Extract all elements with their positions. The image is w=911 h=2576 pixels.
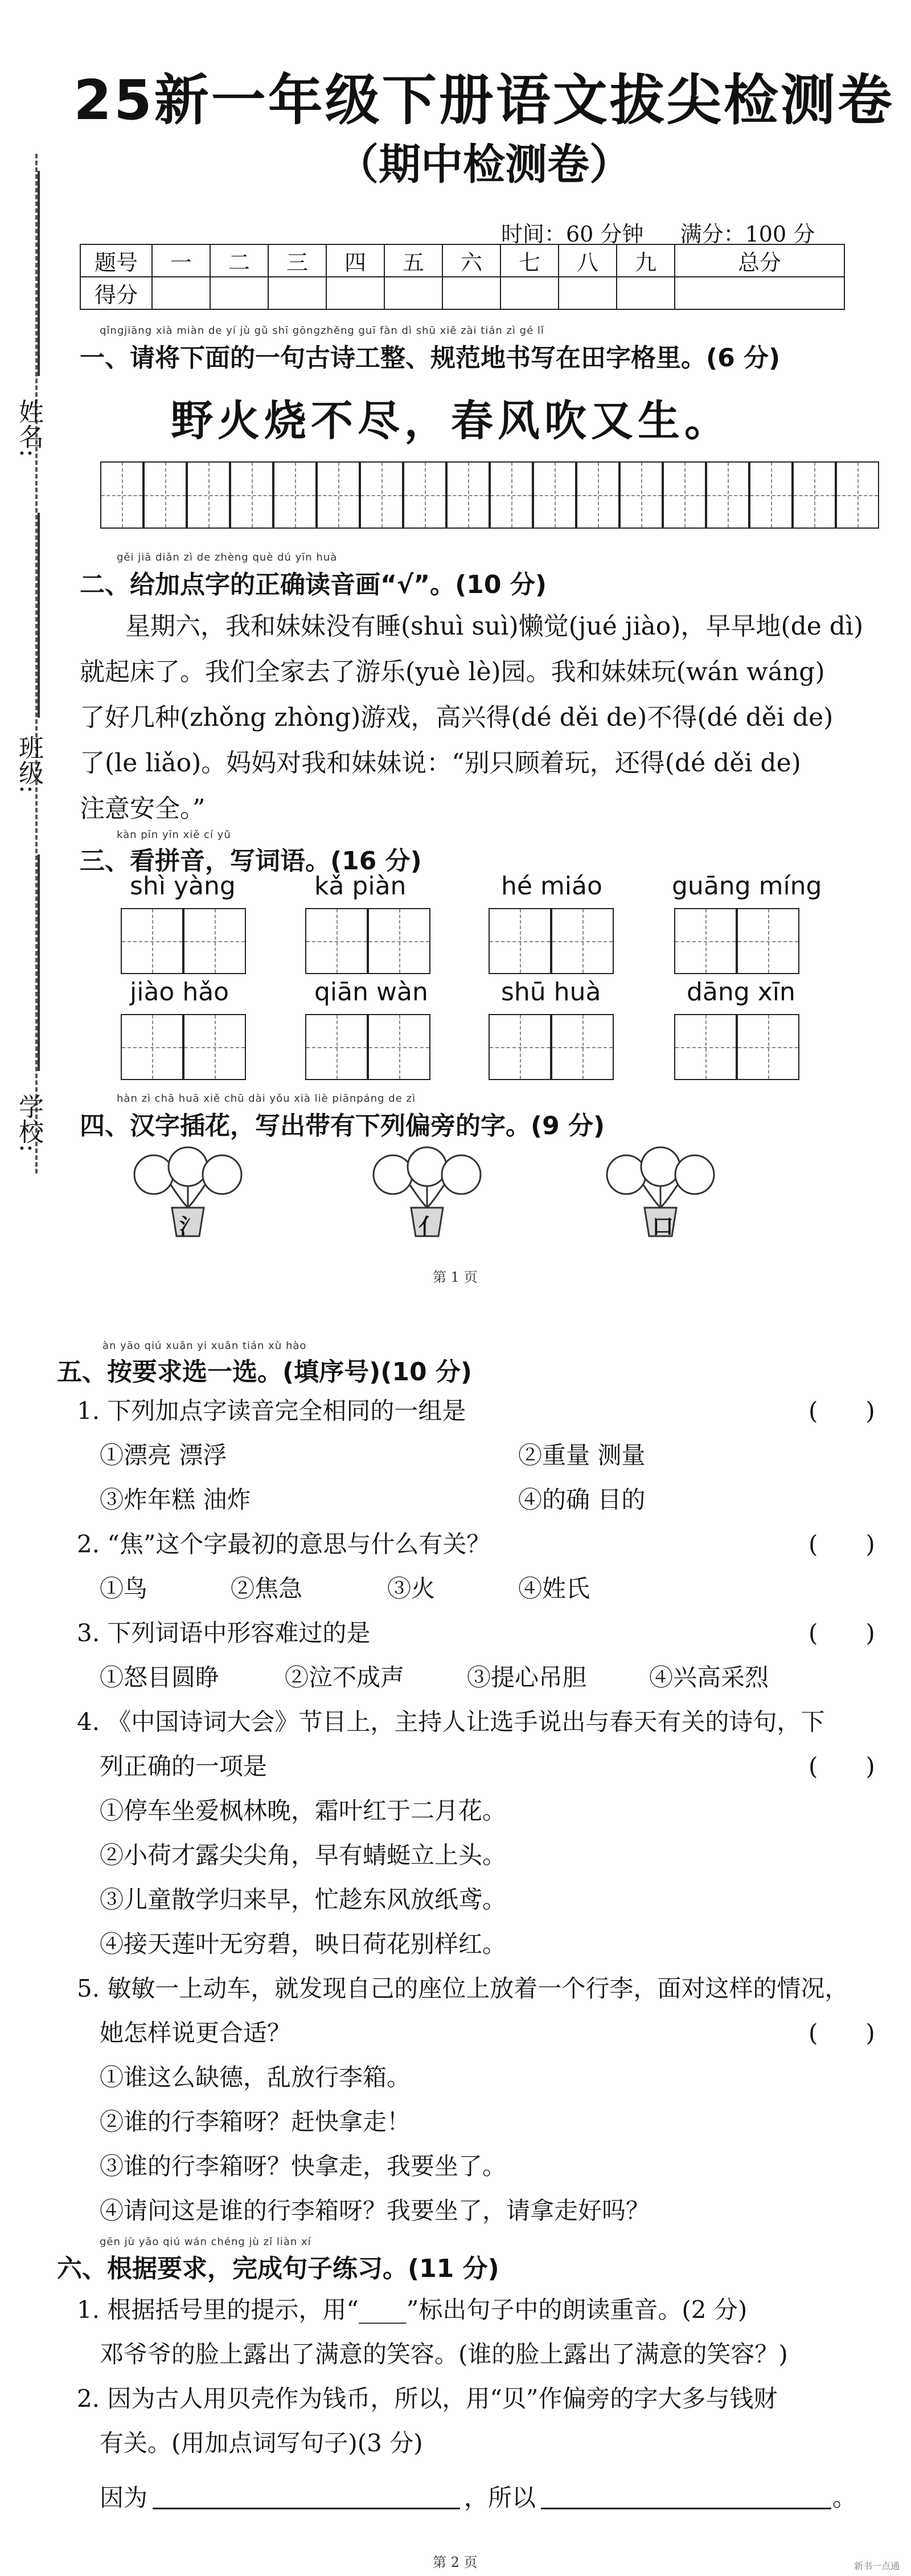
- word-writing-box: [121, 1014, 246, 1080]
- answer-paren[interactable]: ( ): [809, 1619, 875, 1647]
- question-text-cont: 列正确的一项是: [100, 1752, 268, 1780]
- name-label: 姓名:: [14, 399, 43, 457]
- radical-label: 亻: [418, 1213, 441, 1239]
- section4-pinyin: hàn zì chā huā xiě chū dài yǒu xià liè piānpáng de zì: [117, 1093, 416, 1105]
- tianzige-cell[interactable]: [674, 1014, 737, 1080]
- sentence-end: 。: [832, 2484, 857, 2512]
- tianzige-cell[interactable]: [533, 461, 576, 529]
- flower-vase-2: [370, 1145, 484, 1244]
- school-write-line: [38, 854, 40, 1071]
- score-table-score-row: [80, 277, 844, 309]
- tianzige-cell[interactable]: [403, 461, 446, 529]
- question-text-cont: 有关。(用加点词写句子)(3 分): [100, 2429, 423, 2457]
- section2-line: 了好几种(zhǒng zhòng)游戏，高兴得(dé děi de)不得(dé děi de): [80, 703, 834, 732]
- tianzige-cell[interactable]: [551, 908, 614, 974]
- option[interactable]: ④的确 目的: [518, 1486, 646, 1514]
- answer-paren[interactable]: ( ): [809, 1752, 875, 1780]
- so-label: ，所以: [464, 2484, 536, 2512]
- option[interactable]: ④兴高采烈: [649, 1663, 769, 1691]
- tianzige-cell[interactable]: [305, 1014, 368, 1080]
- question-text: 1. 根据括号里的提示，用“____”标出句子中的朗读重音。(2 分): [77, 2296, 748, 2324]
- tianzige-cell[interactable]: [663, 461, 706, 529]
- section1-heading: 一、请将下面的一句古诗工整、规范地书写在田字格里。(6 分): [80, 344, 781, 373]
- score-table: [80, 244, 845, 310]
- tianzige-cell[interactable]: [305, 908, 368, 974]
- tianzige-cell[interactable]: [446, 461, 490, 529]
- table-cell: 二: [210, 244, 268, 277]
- table-cell: 得分: [80, 277, 152, 309]
- question-text-cont: 她怎样说更合适？: [100, 2019, 292, 2047]
- option[interactable]: ③提心吊胆: [467, 1663, 587, 1691]
- option[interactable]: ①漂亮 漂浮: [100, 1441, 227, 1469]
- tianzige-cell[interactable]: [273, 461, 317, 529]
- option[interactable]: ④姓氏: [518, 1575, 590, 1602]
- tianzige-cell[interactable]: [183, 908, 246, 974]
- option[interactable]: ②谁的行李箱呀？赶快拿走！: [100, 2108, 411, 2136]
- tianzige-cell[interactable]: [143, 461, 187, 529]
- section3-heading: 三、看拼音，写词语。(16 分): [80, 847, 422, 876]
- tianzige-cell[interactable]: [551, 1014, 614, 1080]
- word-pinyin: hé miáo: [501, 872, 602, 901]
- so-answer-line[interactable]: [541, 2508, 831, 2509]
- section5-heading: 五、按要求选一选。(填序号)(10 分): [57, 1357, 472, 1387]
- tianzige-cell[interactable]: [489, 1014, 551, 1080]
- section2-pinyin: gěi jiā diǎn zì de zhèng què dú yīn huà: [117, 551, 338, 563]
- score-cell[interactable]: [210, 277, 268, 309]
- option[interactable]: ②小荷才露尖尖角，早有蜻蜓立上头。: [100, 1841, 507, 1869]
- score-info: 满分：100 分: [680, 222, 815, 247]
- tianzige-cell[interactable]: [360, 461, 403, 529]
- table-cell: 六: [442, 244, 500, 277]
- section2-heading: 二、给加点字的正确读音画“√”。(10 分): [80, 570, 547, 599]
- tianzige-cell[interactable]: [121, 1014, 183, 1080]
- section2-line: 了(le liǎo)。妈妈对我和妹妹说：“别只顾着玩，还得(dé děi de): [80, 749, 801, 778]
- word-pinyin: dāng xīn: [687, 978, 795, 1007]
- section2-line: 星期六，我和妹妹没有睡(shuì suì)懒觉(jué jiào)，早早地(de dì): [125, 612, 864, 641]
- tianzige-cell[interactable]: [576, 461, 619, 529]
- score-cell[interactable]: [617, 277, 675, 309]
- word-writing-box: [121, 908, 246, 974]
- question-text: 2. 因为古人用贝壳作为钱币，所以，用“贝”作偏旁的字大多与钱财: [77, 2385, 778, 2413]
- word-writing-box: [489, 1014, 614, 1080]
- tianzige-cell[interactable]: [836, 461, 879, 529]
- word-writing-box: [674, 1014, 799, 1080]
- question-text: 2. “焦”这个字最初的意思与什么有关？: [77, 1530, 491, 1558]
- score-cell[interactable]: [500, 277, 559, 309]
- corner-mark: 新书一点通: [854, 2561, 900, 2571]
- table-cell: 一: [152, 244, 210, 277]
- answer-paren[interactable]: ( ): [809, 1397, 875, 1425]
- score-cell[interactable]: [384, 277, 442, 309]
- option[interactable]: ③儿童散学归来早，忙趁东风放纸鸢。: [100, 1886, 507, 1913]
- word-pinyin: qiān wàn: [314, 978, 428, 1007]
- word-writing-box: [674, 908, 799, 974]
- section6-heading: 六、根据要求，完成句子练习。(11 分): [57, 2254, 499, 2283]
- option[interactable]: ①怒目圆睁: [100, 1663, 220, 1691]
- school-label: 学校:: [14, 1094, 43, 1152]
- question-text: 1. 下列加点字读音完全相同的一组是: [77, 1397, 466, 1425]
- score-table-header-row: [80, 244, 844, 277]
- table-cell: 四: [326, 244, 384, 277]
- section3-pinyin: kàn pīn yīn xiě cí yǔ: [117, 829, 231, 841]
- class-write-line: [38, 513, 40, 718]
- tianzige-cell[interactable]: [489, 908, 551, 974]
- exam-meta: [501, 216, 815, 248]
- tianzige-cell[interactable]: [368, 908, 430, 974]
- option[interactable]: ①谁这么缺德，乱放行李箱。: [100, 2063, 411, 2091]
- tianzige-cell[interactable]: [706, 461, 749, 529]
- section4-heading: 四、汉字插花，写出带有下列偏旁的字。(9 分): [80, 1111, 605, 1140]
- question-text: 5. 敏敏一上动车，就发现自己的座位上放着一个行李，面对这样的情况，: [77, 1974, 849, 2002]
- option[interactable]: ②重量 测量: [518, 1441, 646, 1469]
- table-cell: 五: [384, 244, 442, 277]
- tianzige-cell[interactable]: [793, 461, 836, 529]
- tianzige-cell[interactable]: [737, 908, 799, 974]
- word-writing-box: [489, 908, 614, 974]
- score-cell[interactable]: [268, 277, 326, 309]
- flower-vase-3: [604, 1145, 717, 1244]
- question-text-cont: 邓爷爷的脸上露出了满意的笑容。(谁的脸上露出了满意的笑容？): [100, 2340, 788, 2368]
- table-cell: 八: [559, 244, 617, 277]
- tianzige-grid: [100, 461, 879, 529]
- page2-footer: 第 2 页: [433, 2554, 478, 2570]
- tianzige-cell[interactable]: [737, 1014, 799, 1080]
- radical-label: 氵: [179, 1213, 202, 1239]
- section5-pinyin: àn yāo qiú xuǎn yi xuǎn tián xù hào: [102, 1340, 307, 1352]
- option[interactable]: ①鸟: [100, 1575, 148, 1602]
- tianzige-cell[interactable]: [490, 461, 533, 529]
- section6-pinyin: gēn jù yāo qiú wán chéng jù zǐ liàn xí: [100, 2236, 311, 2248]
- option[interactable]: ③火: [387, 1575, 436, 1602]
- option[interactable]: ②焦急: [231, 1575, 303, 1602]
- tianzige-cell[interactable]: [749, 461, 793, 529]
- word-pinyin: jiào hǎo: [130, 978, 229, 1007]
- option[interactable]: ③谁的行李箱呀？快拿走，我要坐了。: [100, 2152, 507, 2180]
- tianzige-cell[interactable]: [368, 1014, 430, 1080]
- section1-pinyin: qǐngjiāng xià miàn de yí jù gǔ shī gōngzhěng guī fàn dì shū xiě zài tián zì gé lǐ: [100, 325, 544, 337]
- exam-title: 25新一年级下册语文拔尖检测卷: [73, 68, 894, 132]
- exam-subtitle: （期中检测卷）: [337, 140, 631, 189]
- word-writing-box: [305, 908, 430, 974]
- word-pinyin: kǎ piàn: [314, 872, 407, 901]
- tianzige-cell[interactable]: [187, 461, 230, 529]
- tianzige-cell[interactable]: [183, 1014, 246, 1080]
- word-writing-box: [305, 1014, 430, 1080]
- table-cell: 九: [617, 244, 675, 277]
- tianzige-cell[interactable]: [230, 461, 273, 529]
- word-pinyin: shì yàng: [130, 872, 236, 901]
- because-label: 因为: [100, 2484, 148, 2512]
- option[interactable]: ④请问这是谁的行李箱呀？我要坐了，请拿走好吗？: [100, 2197, 650, 2225]
- table-cell: 总分: [675, 244, 844, 277]
- answer-paren[interactable]: ( ): [809, 2019, 875, 2047]
- section1-poem: 野火烧不尽，春风吹又生。: [171, 396, 731, 445]
- table-cell: 七: [500, 244, 559, 277]
- option[interactable]: ③炸年糕 油炸: [100, 1486, 251, 1514]
- word-pinyin: guāng míng: [672, 872, 822, 901]
- score-cell[interactable]: [559, 277, 617, 309]
- score-cell[interactable]: [675, 277, 844, 309]
- score-cell[interactable]: [442, 277, 500, 309]
- class-label: 班级:: [14, 735, 43, 794]
- word-pinyin: shū huà: [501, 978, 601, 1007]
- tianzige-cell[interactable]: [619, 461, 663, 529]
- answer-paren[interactable]: ( ): [809, 1530, 875, 1558]
- table-cell: 三: [268, 244, 326, 277]
- page1-footer: 第 1 页: [433, 1269, 478, 1285]
- section2-line: 注意安全。”: [80, 794, 206, 823]
- tianzige-cell[interactable]: [317, 461, 360, 529]
- score-cell[interactable]: [326, 277, 384, 309]
- name-write-line: [38, 171, 40, 376]
- question-text: 3. 下列词语中形容难过的是: [77, 1619, 371, 1647]
- table-cell: 题号: [80, 244, 152, 277]
- section2-line: 就起床了。我们全家去了游乐(yuè lè)园。我和妹妹玩(wán wáng): [80, 657, 825, 686]
- score-cell[interactable]: [152, 277, 210, 309]
- tianzige-cell[interactable]: [121, 908, 183, 974]
- radical-label: 口: [652, 1213, 674, 1239]
- flower-vase-1: [131, 1145, 245, 1244]
- question-text: 4. 《中国诗词大会》节目上，主持人让选手说出与春天有关的诗句，下: [77, 1708, 825, 1736]
- option[interactable]: ①停车坐爱枫林晚，霜叶红于二月花。: [100, 1797, 507, 1825]
- option[interactable]: ④接天莲叶无穷碧，映日荷花别样红。: [100, 1930, 507, 1958]
- tianzige-cell[interactable]: [100, 461, 143, 529]
- tianzige-cell[interactable]: [674, 908, 737, 974]
- because-answer-line[interactable]: [153, 2508, 460, 2509]
- time-info: 时间：60 分钟: [501, 222, 644, 247]
- option[interactable]: ②泣不成声: [285, 1663, 405, 1691]
